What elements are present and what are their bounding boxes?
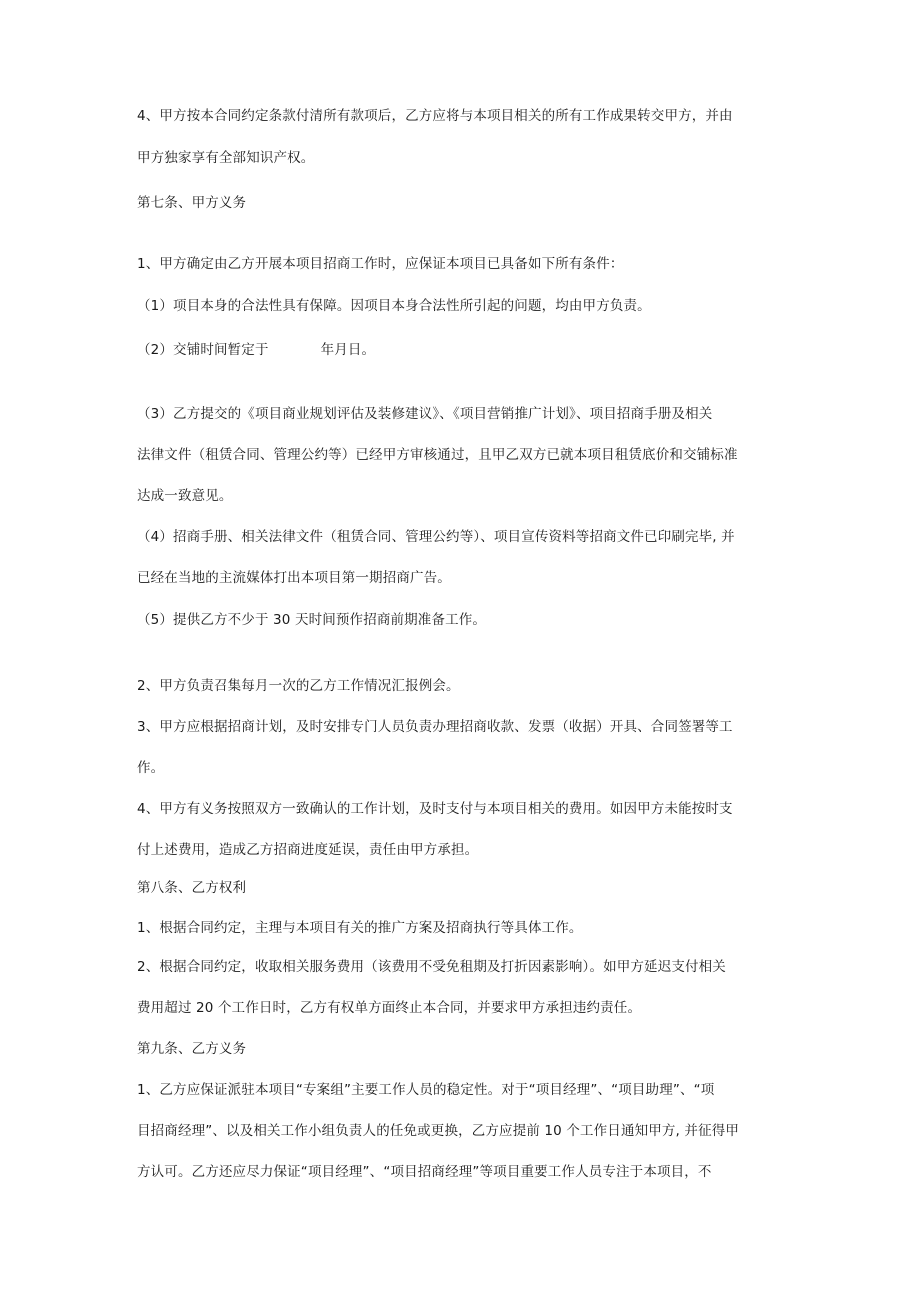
clause-8-item-1: 1、根据合同约定，主理与本项目有关的推广方案及招商执行等具体工作。 bbox=[137, 920, 583, 936]
clause-7-condition-3-line-3: 达成一致意见。 bbox=[137, 488, 233, 504]
clause-7-condition-2 bbox=[137, 340, 375, 360]
clause-7-item-1: 1、甲方确定由乙方开展本项目招商工作时，应保证本项目已具备如下所有条件： bbox=[137, 256, 624, 272]
clause-7-item-4-line-2: 付上述费用，造成乙方招商进度延误，责任由甲方承担。 bbox=[137, 842, 479, 858]
clause-7-condition-1: （1）项目本身的合法性具有保障。因项目本身合法性所引起的问题，均由甲方负责。 bbox=[137, 298, 651, 314]
handover-suffix: 年月日。 bbox=[320, 342, 376, 358]
clause-7-condition-3-line-1: （3）乙方提交的《项目商业规划评估及装修建议》、《项目营销推广计划》、项目招商手册及相关 bbox=[137, 406, 713, 422]
section-heading-article-7: 第七条、甲方义务 bbox=[137, 195, 247, 211]
clause-8-item-2-line-2: 费用超过 20 个工作日时，乙方有权单方面终止本合同，并要求甲方承担违约责任。 bbox=[137, 1000, 642, 1016]
clause-7-condition-5: （5）提供乙方不少于 30 天时间预作招商前期准备工作。 bbox=[137, 612, 487, 628]
clause-7-item-4-line-1: 4、甲方有义务按照双方一致确认的工作计划，及时支付与本项目相关的费用。如因甲方未能按时支 bbox=[137, 801, 733, 817]
clause-7-item-3-line-1: 3、甲方应根据招商计划，及时安排专门人员负责办理招商收款、发票（收据）开具、合同签署等工 bbox=[137, 719, 733, 735]
clause-7-condition-4-line-2: 已经在当地的主流媒体打出本项目第一期招商广告。 bbox=[137, 570, 451, 586]
section-heading-article-8: 第八条、乙方权利 bbox=[137, 880, 247, 896]
clause-8-item-2-line-1: 2、根据合同约定，收取相关服务费用（该费用不受免租期及打折因素影响）。如甲方延迟支付相关 bbox=[137, 959, 726, 975]
clause-6-item-4-line-1: 4、甲方按本合同约定条款付清所有款项后，乙方应将与本项目相关的所有工作成果转交甲方，并由 bbox=[137, 108, 733, 124]
clause-7-item-3-line-2: 作。 bbox=[137, 760, 165, 776]
clause-9-item-1-line-2: 目招商经理”、以及相关工作小组负责人的任免或更换，乙方应提前 10 个工作日通知甲方, 并征得甲 bbox=[137, 1123, 740, 1139]
clause-9-item-1-line-1: 1、乙方应保证派驻本项目“专案组”主要工作人员的稳定性。对于“项目经理”、“项目助理”、“项 bbox=[137, 1082, 715, 1098]
section-heading-article-9: 第九条、乙方义务 bbox=[137, 1041, 247, 1057]
clause-7-condition-4-line-1: （4）招商手册、相关法律文件（租赁合同、管理公约等）、项目宣传资料等招商文件已印刷完毕, 并 bbox=[137, 529, 735, 545]
clause-7-condition-3-line-2: 法律文件（租赁合同、管理公约等）已经甲方审核通过，且甲乙双方已就本项目租赁底价和交铺标准 bbox=[137, 447, 738, 463]
clause-9-item-1-line-3: 方认可。乙方还应尽力保证“项目经理”、“项目招商经理”等项目重要工作人员专注于本项目，不 bbox=[137, 1164, 712, 1180]
handover-prefix: （2）交铺时间暂定于 bbox=[137, 342, 269, 358]
clause-7-item-2: 2、甲方负责召集每月一次的乙方工作情况汇报例会。 bbox=[137, 678, 460, 694]
clause-6-item-4-line-2: 甲方独家享有全部知识产权。 bbox=[137, 150, 315, 166]
